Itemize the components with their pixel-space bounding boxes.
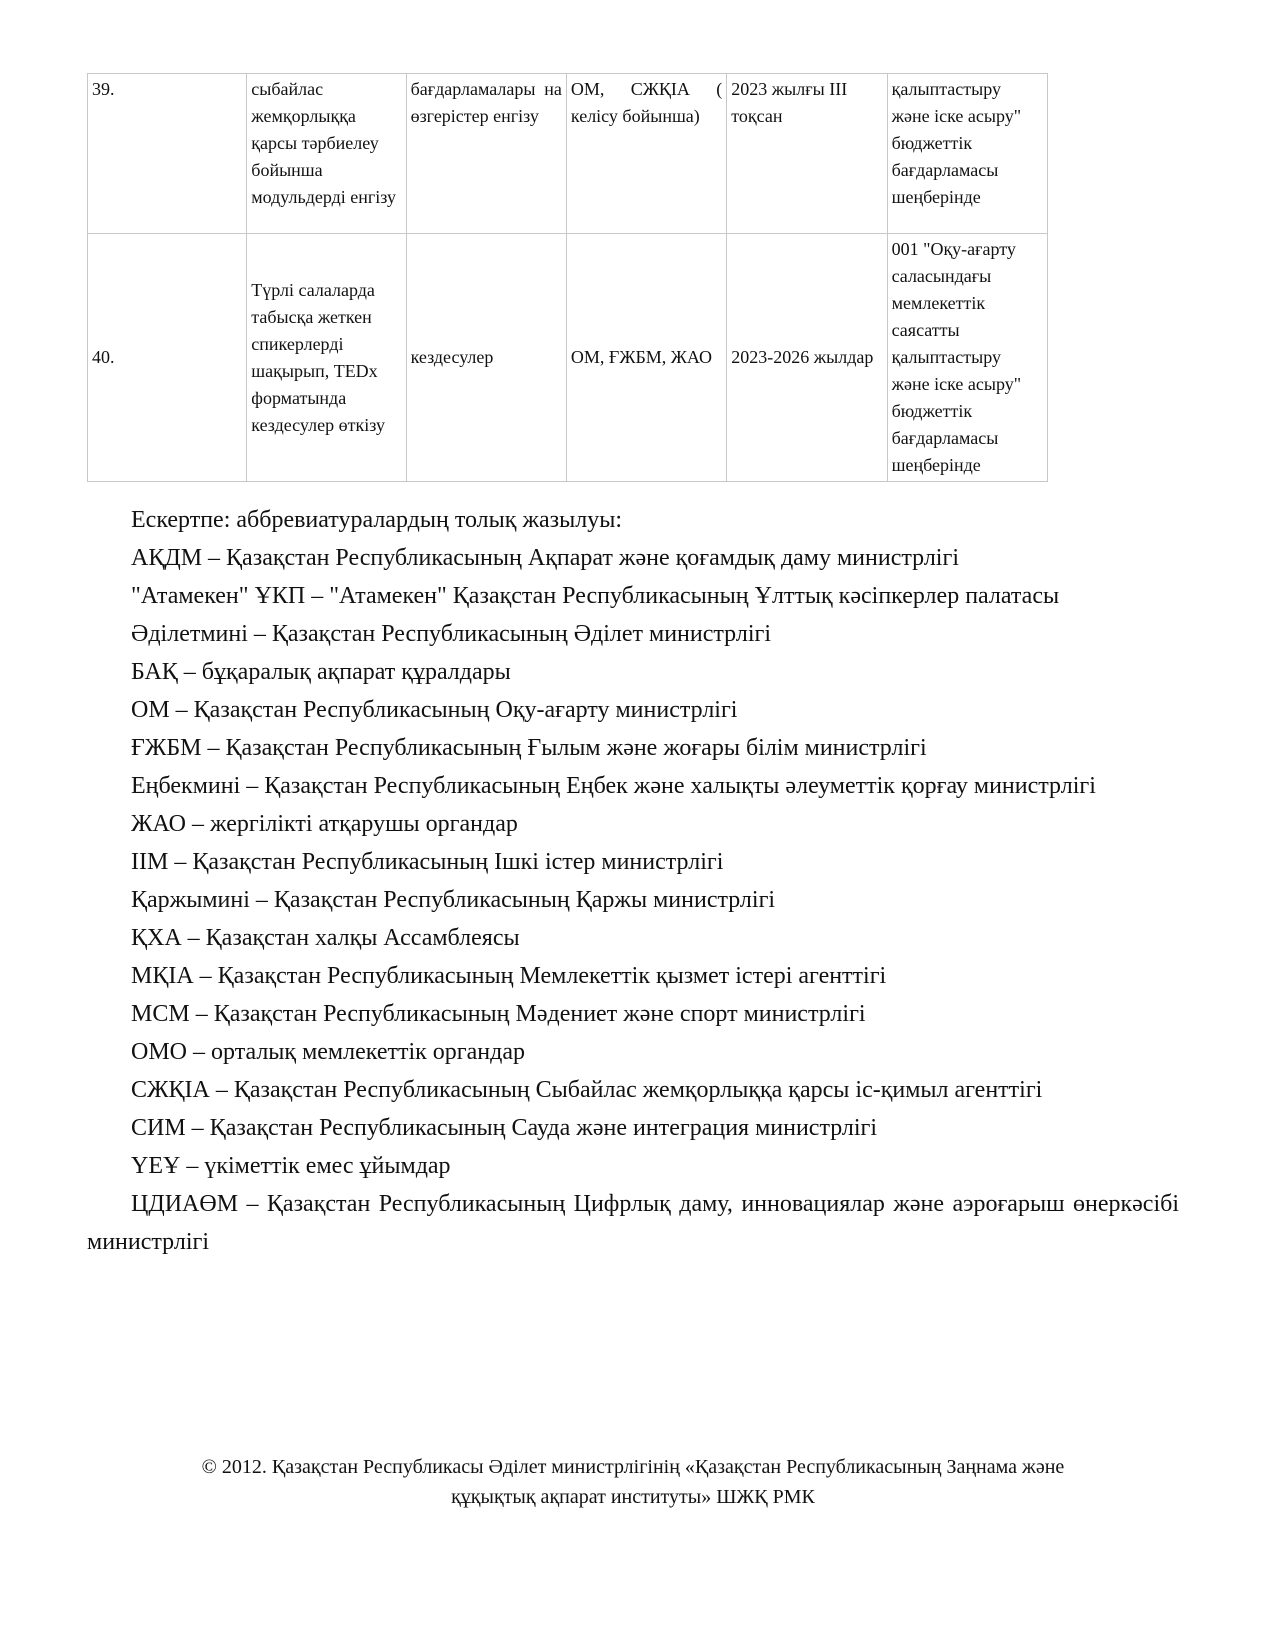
abbreviation-item: ҮЕҰ – үкіметтік емес ұйымдар [131, 1153, 451, 1179]
abbreviation-item: АҚДМ – Қазақстан Республикасының Ақпарат және қоғамдық даму министрлігі [131, 545, 959, 571]
measure-cell: сыбайлас жемқорлыққа қарсы тәрбиелеу бойынша модульдерді енгізу [247, 74, 406, 234]
note-heading: Ескертпе: аббревиатуралардың толық жазылуы: [131, 507, 623, 533]
abbreviation-item: "Атамекен" ҰКП – "Атамекен" Қазақстан Республикасының Ұлттық кәсіпкерлер палатасы [131, 583, 1060, 609]
abbreviation-item: ЦДИАӨМ – Қазақстан Республикасының Цифрлық даму, инновациялар және аэроғарыш өнеркәсібі министрлігі [87, 1191, 1179, 1255]
funding-cell: 001 "Оқу-ағарту саласындағы мемлекеттік саясатты қалыптастыру және іске асыру" бюджеттік бағдарламасы шеңберінде [887, 234, 1047, 482]
row-number: 40. [88, 234, 247, 482]
row-number: 39. [88, 74, 247, 234]
abbreviation-item: МҚІА – Қазақстан Республикасының Мемлекеттік қызмет істері агенттігі [131, 963, 887, 989]
abbreviation-item: ҚХА – Қазақстан халқы Ассамблеясы [131, 925, 520, 951]
abbreviation-item: ҒЖБМ – Қазақстан Республикасының Ғылым және жоғары білім министрлігі [131, 735, 927, 761]
funding-cell: қалыптастыру және іске асыру" бюджеттік бағдарламасы шеңберінде [887, 74, 1047, 234]
abbreviation-item: Қаржымині – Қазақстан Республикасының Қаржы министрлігі [131, 887, 776, 913]
abbreviation-item: БАҚ – бұқаралық ақпарат құралдары [131, 659, 511, 685]
abbreviation-item: Әділетмині – Қазақстан Республикасының Әділет министрлігі [131, 621, 772, 647]
table-row [88, 234, 1048, 482]
completion-form-cell: бағдарламалары на өзгерістер енгізу [406, 74, 566, 234]
measure-cell: Түрлі салаларда табысқа жеткен спикерлерді шақырып, TEDx форматында кездесулер өткізу [247, 234, 406, 482]
executors-cell: ОМ, ҒЖБМ, ЖАО [566, 234, 726, 482]
footer-line: құқықтық ақпарат институты» ШЖҚ РМК [451, 1486, 815, 1508]
completion-form-cell: кездесулер [406, 234, 566, 482]
deadline-cell: 2023-2026 жылдар [727, 234, 887, 482]
copyright-footer [87, 1452, 1179, 1512]
abbreviation-item: ОМО – орталық мемлекеттік органдар [131, 1039, 525, 1065]
abbreviation-item: ОМ – Қазақстан Республикасының Оқу-ағарту министрлігі [131, 697, 738, 723]
action-plan-table [87, 73, 1048, 482]
abbreviation-item: ІІМ – Қазақстан Республикасының Ішкі істер министрлігі [131, 849, 724, 875]
executors-cell: ОМ, СЖҚІА ( келісу бойынша) [566, 74, 726, 234]
abbreviation-item: СЖҚІА – Қазақстан Республикасының Сыбайлас жемқорлыққа қарсы іс-қимыл агенттігі [131, 1077, 1043, 1103]
table-row [88, 74, 1048, 234]
abbreviation-item: Еңбекмині – Қазақстан Республикасының Еңбек және халықты әлеуметтік қорғау министрлігі [131, 773, 1096, 799]
abbreviation-item: СИМ – Қазақстан Республикасының Сауда және интеграция министрлігі [131, 1115, 878, 1141]
abbreviation-item: ЖАО – жергілікті атқарушы органдар [131, 811, 518, 837]
deadline-cell: 2023 жылғы ІІІ тоқсан [727, 74, 887, 234]
abbreviation-item: МСМ – Қазақстан Республикасының Мәдениет және спорт министрлігі [131, 1001, 866, 1027]
abbreviations-note [87, 501, 1179, 1261]
footer-line: © 2012. Қазақстан Республикасы Әділет министрлігінің «Қазақстан Республикасының Заңнама және [201, 1456, 1065, 1478]
